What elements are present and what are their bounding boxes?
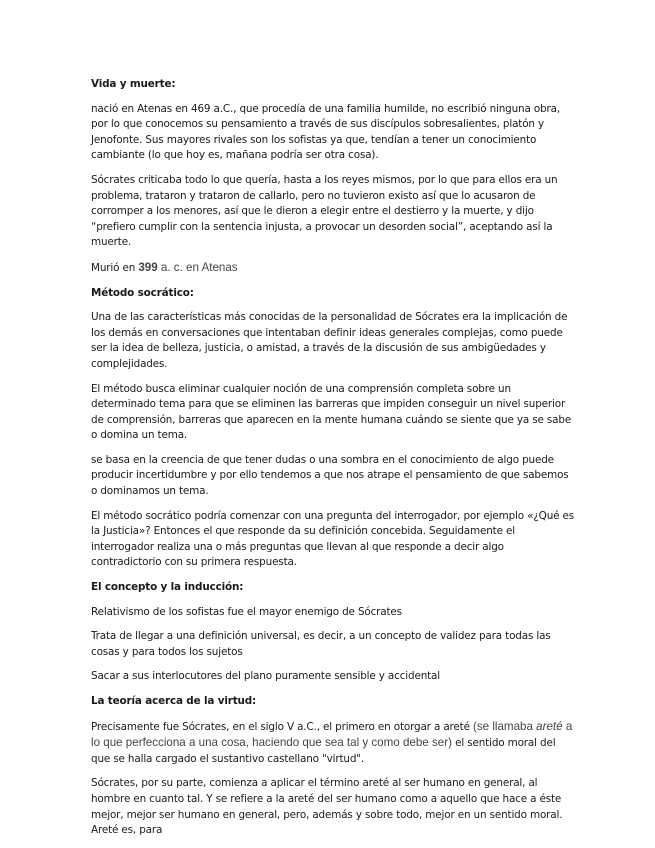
paragraph-creencia: se basa en la creencia de que tener dudas o una sombra en el conocimiento de algo puede producir incertidumbre y por ello tendemos a que nos atrape el pensamiento de que sabemos o dominamos un tema. bbox=[91, 453, 569, 498]
paragraph-caracteristicas: Una de las características más conocidas de la personalidad de Sócrates era la implicación de los demás en conversaciones que intentaban definir ideas generales complejas, como puede ser la idea de belleza, justicia, o amistad, a través de la discusión de sus ambigüedades y complejidades. bbox=[91, 311, 568, 370]
paragraph-arete-origen bbox=[91, 719, 576, 768]
paragraph-definicion-universal: Trata de llegar a una definición universal, es decir, a un concepto de validez para todas las cosas y para todos los sujetos bbox=[91, 630, 551, 658]
muerte-text-b: a. c. en Atenas bbox=[157, 260, 238, 274]
paragraph-interlocutores: Sacar a sus interlocutores del plano puramente sensible y accidental bbox=[91, 670, 441, 683]
paragraph-metodo-busca: El método busca eliminar cualquier noción de una comprensión completa sobre un determinado tema para que se eliminen las barreras que impiden conseguir un nivel superior de comprensión, barreras que aparecen en la mente humana cuándo se siente que ya se sabe o domina un tema. bbox=[91, 382, 572, 442]
arete-word: areté bbox=[536, 719, 563, 733]
arete-text-d: a lo que perfecciona a una cosa, haciendo que sea tal y como debe ser) bbox=[91, 719, 573, 750]
paragraph-relativismo: Relativismo de los sofistas fue el mayor enemigo de Sócrates bbox=[91, 605, 402, 618]
paragraph-arete-humano: Sócrates, por su parte, comienza a aplicar el término areté al ser humano en general, al hombre en cuanto tal. Y se refiere a la areté del ser humano como a aquello que hace a éste mejor, mejor ser humano en general, pero, además y sobre todo, mejor en un sentido moral. Areté es, para bbox=[91, 777, 563, 837]
document-body bbox=[91, 77, 576, 848]
arete-text-e: el sentido moral del que se halla cargado el sustantivo castellano "virtud". bbox=[91, 737, 556, 765]
paragraph-nacimiento: nació en Atenas en 469 a.C., que procedía de una familia humilde, no escribió ninguna obra, por lo que conocemos su pensamiento a través de sus discípulos sobresalientes, platón y Jenofonte. Sus mayores rivales son los sofistas ya que, tendían a tener un conocimiento cambiante (lo que hoy es, mañana podría ser otra cosa). bbox=[91, 102, 561, 162]
muerte-text-a: Murió en bbox=[91, 261, 139, 274]
heading-vida-y-muerte: Vida y muerte: bbox=[91, 78, 176, 90]
heading-concepto-induccion: El concepto y la inducción: bbox=[91, 581, 244, 594]
paragraph-muerte bbox=[91, 260, 576, 277]
arete-text-a: Precisamente fue Sócrates, en el siglo V a.C., el primero en otorgar a areté bbox=[91, 720, 473, 733]
paragraph-sentencia: Sócrates criticaba todo lo que quería, hasta a los reyes mismos, por lo que para ellos era un problema, trataron y trataron de callarlo, pero no tuvieron existo así que lo acusaron de corromper a los menores, así que le dieron a elegir entre el destierro y la muerte, y dijo “prefiero cumplir con la sentencia injusta, a provocar un desorden social”, aceptando así la muerte. bbox=[91, 173, 558, 249]
paragraph-pregunta: El método socrático podría comenzar con una pregunta del interrogador, por ejemplo «¿Qué es la Justicia»? Entonces el que responde da su definición concebida. Seguidamente el interrogador realiza una o más preguntas que llevan al que responde a decir algo contradictorio con su primera respuesta. bbox=[91, 509, 575, 569]
muerte-year: 399 bbox=[138, 260, 158, 274]
arete-text-b: (se llamaba bbox=[473, 719, 537, 733]
heading-metodo-socratico: Método socrático: bbox=[91, 286, 194, 299]
heading-teoria-virtud: La teoría acerca de la virtud: bbox=[91, 695, 257, 707]
